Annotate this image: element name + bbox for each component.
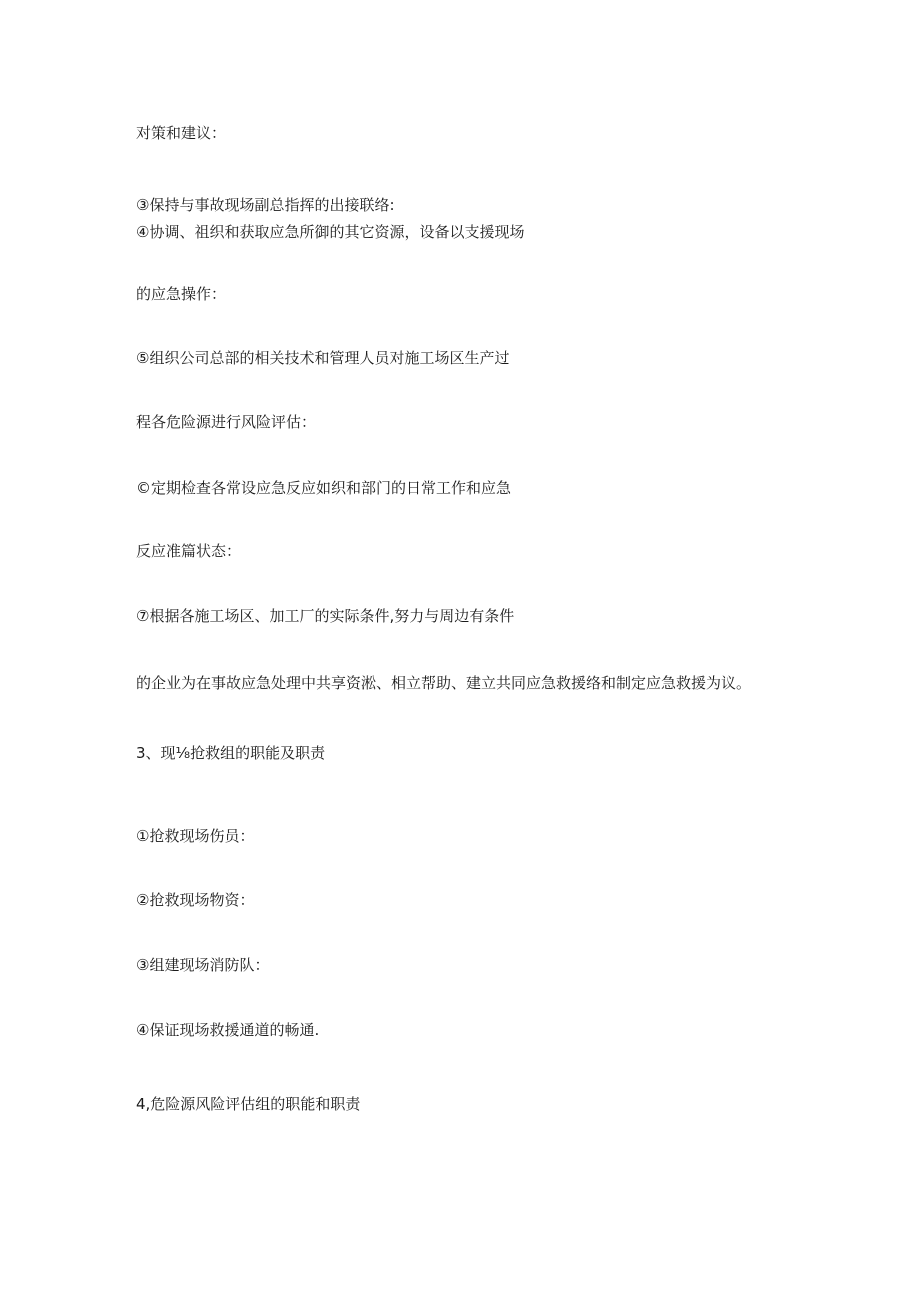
text-line: ⑦根据各施工场区、加工厂的实际条件,努力与周边有条件	[136, 607, 515, 625]
text-line: 程各危险源进行风险评估：	[136, 413, 317, 431]
text-line: ④保证现场救援通道的畅通.	[136, 1021, 320, 1039]
text-line: 反应准篇状态：	[136, 542, 242, 560]
text-line: ②抢救现场物资：	[136, 891, 255, 909]
section-heading: 4,危险源风险评估组的职能和职责	[136, 1095, 361, 1113]
text-line: 的应急操作：	[136, 285, 227, 303]
text-line: ⑤组织公司总部的相关技术和管理人员对施工场区生产过	[136, 349, 510, 367]
section-heading: 3、现⅛抢救组的职能及职责	[136, 744, 326, 762]
text-line: 的企业为在事故应急处理中共享资淞、相立帮助、建立共同应急救援络和制定应急救援为议。	[136, 674, 752, 692]
text-line: 对策和建议：	[136, 124, 227, 142]
text-line: ©定期检查各常设应急反应如织和部门的日常工作和应急	[136, 479, 512, 497]
text-line: ③保持与事故现场副总指挥的出接联络:	[136, 196, 395, 214]
text-line: ①抢救现场伤员：	[136, 827, 255, 845]
text-line: ④协调、祖织和获取应急所御的其它资源，设备以支援现场	[136, 223, 525, 241]
text-line: ③组建现场消防队：	[136, 956, 270, 974]
